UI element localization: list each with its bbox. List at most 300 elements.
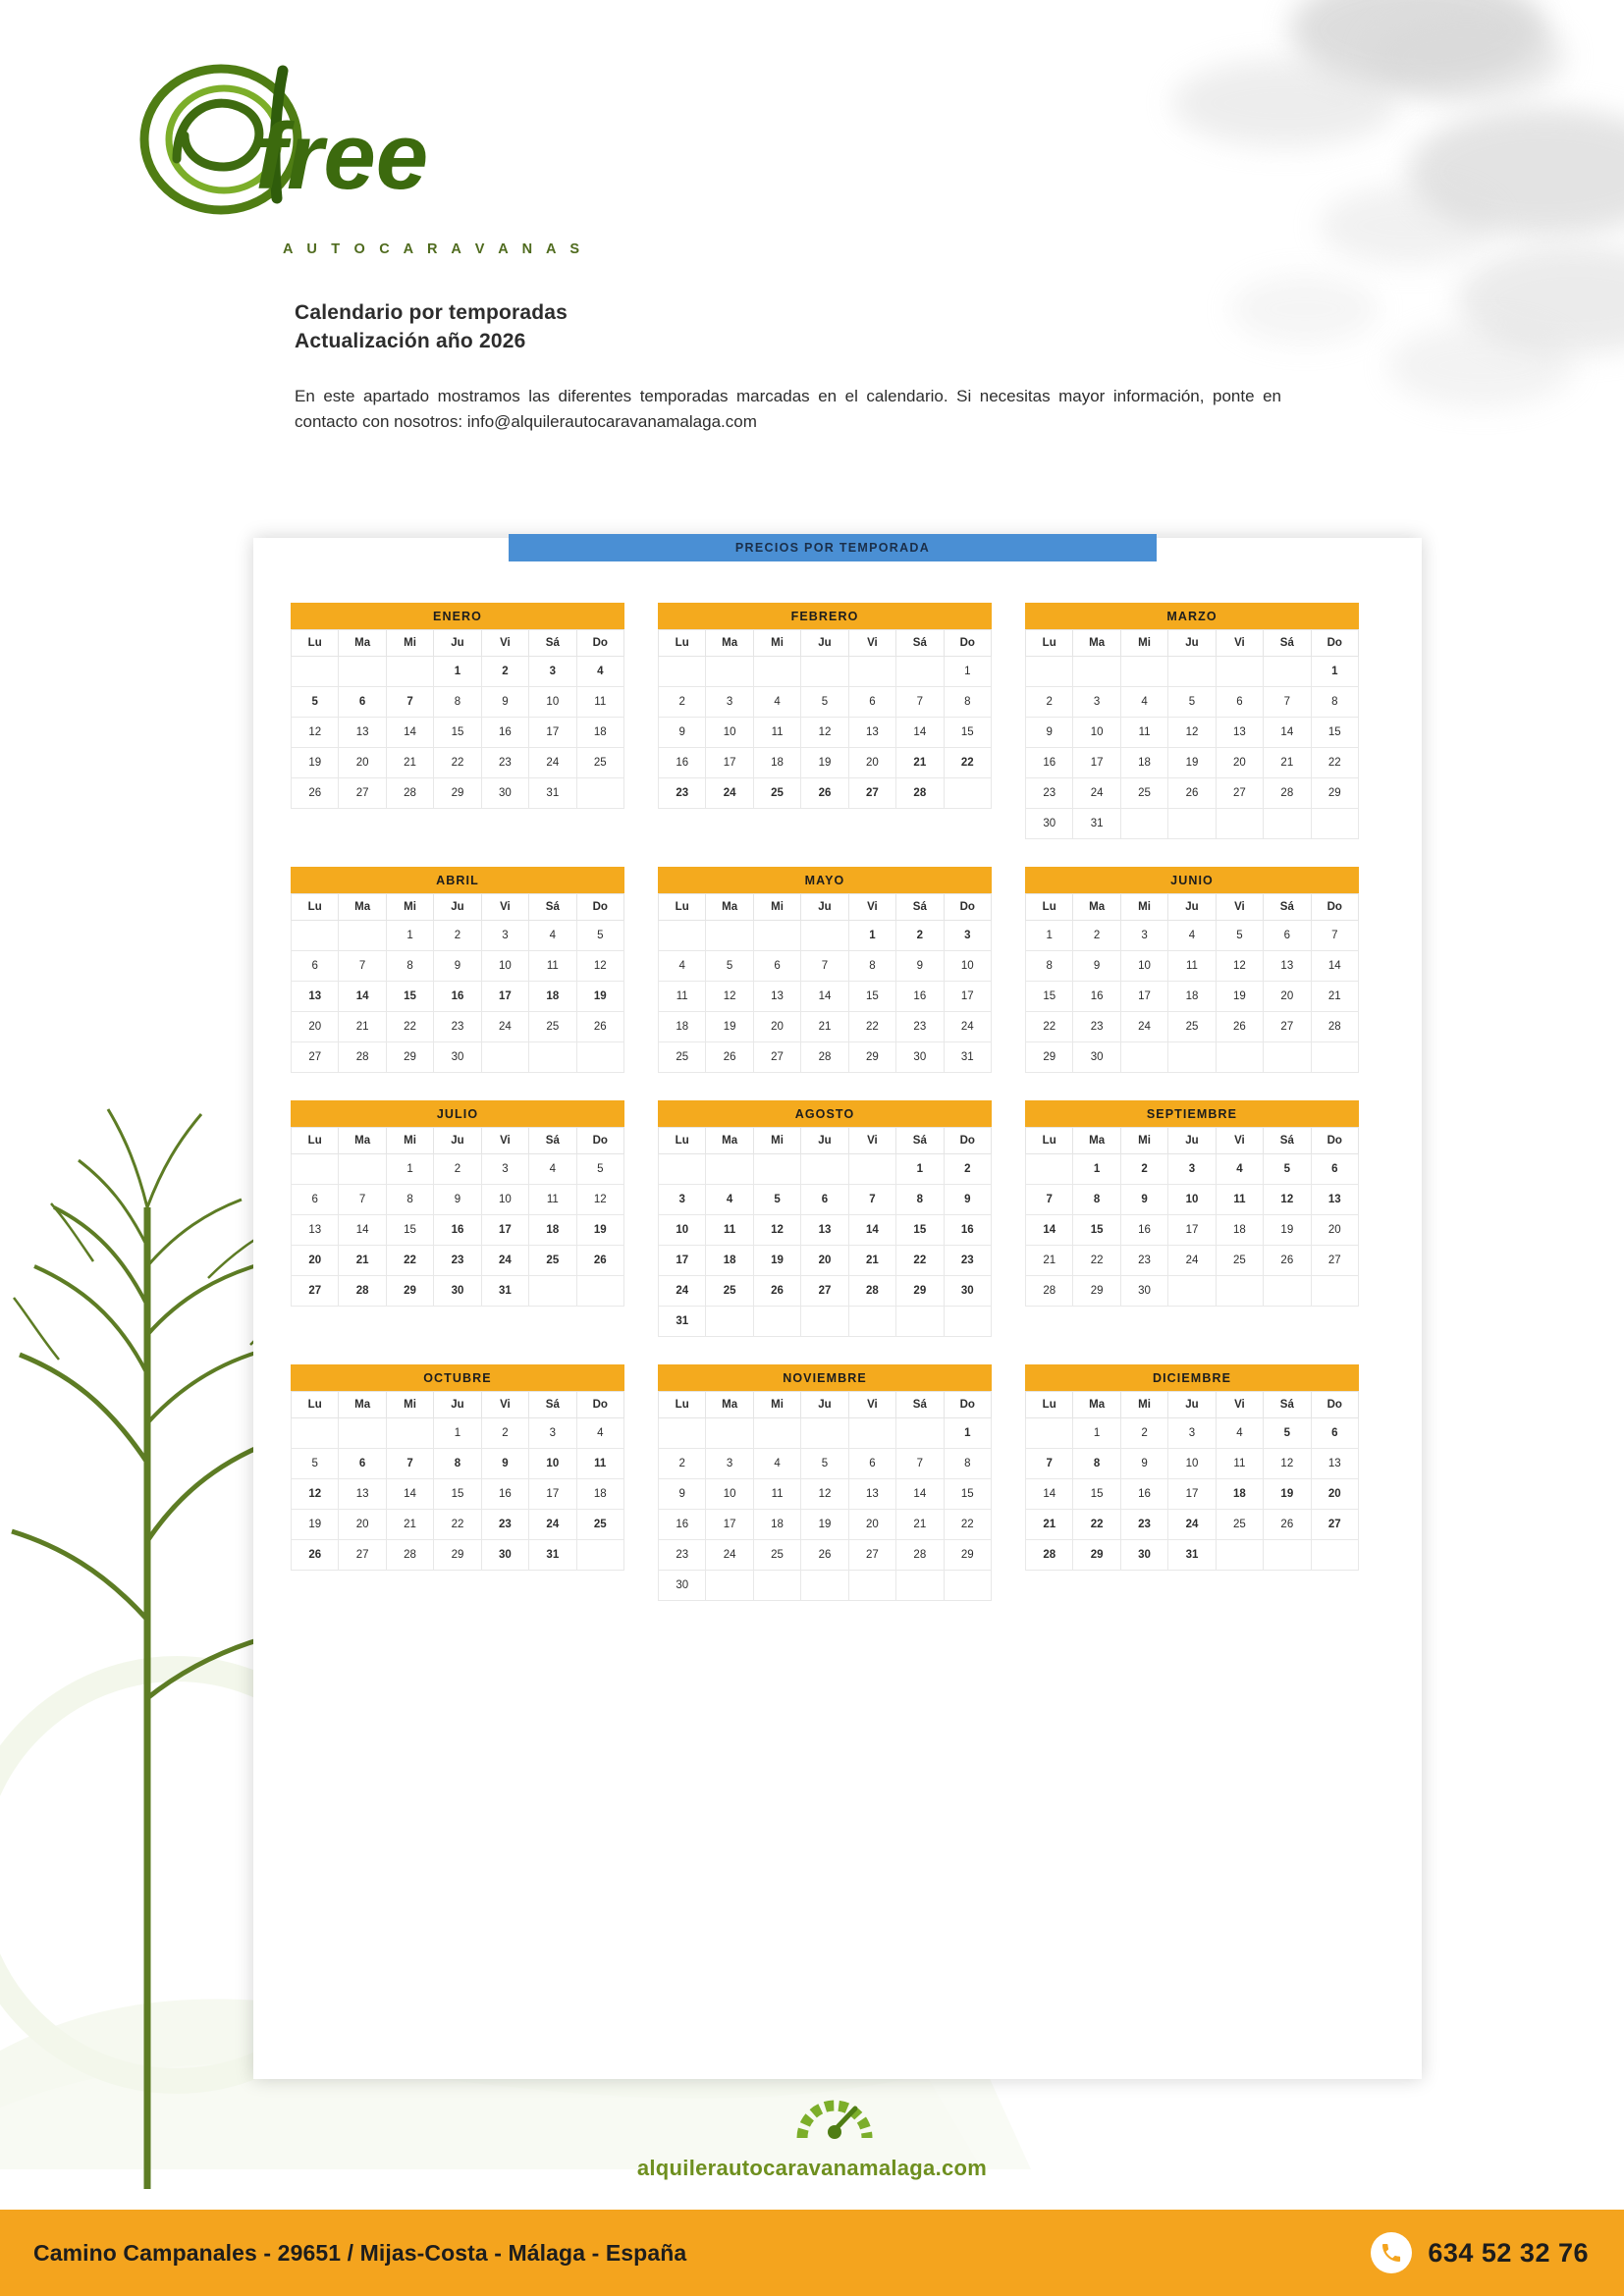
day-cell[interactable]: 12 bbox=[292, 718, 339, 748]
day-cell[interactable]: 6 bbox=[292, 951, 339, 982]
day-cell[interactable]: 6 bbox=[292, 1185, 339, 1215]
day-cell[interactable]: 27 bbox=[848, 778, 895, 809]
day-cell[interactable]: 17 bbox=[529, 718, 576, 748]
day-cell[interactable]: 8 bbox=[848, 951, 895, 982]
day-cell[interactable]: 13 bbox=[339, 718, 386, 748]
day-cell[interactable]: 22 bbox=[1073, 1510, 1120, 1540]
day-cell[interactable]: 19 bbox=[1264, 1479, 1311, 1510]
day-cell[interactable]: 2 bbox=[434, 1154, 481, 1185]
day-cell[interactable]: 29 bbox=[944, 1540, 991, 1571]
day-cell[interactable]: 7 bbox=[801, 951, 848, 982]
day-cell[interactable]: 3 bbox=[529, 1418, 576, 1449]
day-cell[interactable]: 3 bbox=[944, 921, 991, 951]
day-cell[interactable]: 11 bbox=[529, 951, 576, 982]
day-cell[interactable]: 28 bbox=[801, 1042, 848, 1073]
day-cell[interactable]: 16 bbox=[1026, 748, 1073, 778]
day-cell[interactable]: 15 bbox=[944, 1479, 991, 1510]
day-cell[interactable]: 18 bbox=[706, 1246, 753, 1276]
day-cell[interactable]: 7 bbox=[386, 1449, 433, 1479]
day-cell[interactable]: 5 bbox=[576, 921, 623, 951]
day-cell[interactable]: 24 bbox=[944, 1012, 991, 1042]
day-cell[interactable]: 20 bbox=[848, 1510, 895, 1540]
day-cell[interactable]: 20 bbox=[1311, 1215, 1358, 1246]
day-cell[interactable]: 20 bbox=[848, 748, 895, 778]
day-cell[interactable]: 9 bbox=[896, 951, 944, 982]
day-cell[interactable]: 2 bbox=[481, 657, 528, 687]
day-cell[interactable]: 17 bbox=[1168, 1215, 1216, 1246]
day-cell[interactable]: 23 bbox=[481, 748, 528, 778]
day-cell[interactable]: 21 bbox=[848, 1246, 895, 1276]
day-cell[interactable]: 21 bbox=[386, 1510, 433, 1540]
day-cell[interactable]: 31 bbox=[529, 1540, 576, 1571]
day-cell[interactable]: 29 bbox=[1311, 778, 1358, 809]
day-cell[interactable]: 1 bbox=[434, 1418, 481, 1449]
day-cell[interactable]: 25 bbox=[576, 748, 623, 778]
day-cell[interactable]: 9 bbox=[481, 1449, 528, 1479]
day-cell[interactable]: 19 bbox=[801, 1510, 848, 1540]
day-cell[interactable]: 6 bbox=[1216, 687, 1263, 718]
day-cell[interactable]: 8 bbox=[1073, 1185, 1120, 1215]
day-cell[interactable]: 9 bbox=[659, 718, 706, 748]
day-cell[interactable]: 2 bbox=[481, 1418, 528, 1449]
day-cell[interactable]: 21 bbox=[1026, 1246, 1073, 1276]
day-cell[interactable]: 9 bbox=[1073, 951, 1120, 982]
day-cell[interactable]: 21 bbox=[1264, 748, 1311, 778]
day-cell[interactable]: 22 bbox=[1026, 1012, 1073, 1042]
day-cell[interactable]: 19 bbox=[292, 748, 339, 778]
day-cell[interactable]: 17 bbox=[706, 748, 753, 778]
day-cell[interactable]: 8 bbox=[434, 687, 481, 718]
day-cell[interactable]: 29 bbox=[386, 1042, 433, 1073]
day-cell[interactable]: 14 bbox=[848, 1215, 895, 1246]
day-cell[interactable]: 21 bbox=[1026, 1510, 1073, 1540]
day-cell[interactable]: 20 bbox=[753, 1012, 800, 1042]
day-cell[interactable]: 4 bbox=[659, 951, 706, 982]
day-cell[interactable]: 27 bbox=[339, 778, 386, 809]
day-cell[interactable]: 11 bbox=[1168, 951, 1216, 982]
day-cell[interactable]: 2 bbox=[1120, 1418, 1167, 1449]
day-cell[interactable]: 4 bbox=[1216, 1154, 1263, 1185]
day-cell[interactable]: 21 bbox=[339, 1012, 386, 1042]
day-cell[interactable]: 16 bbox=[434, 982, 481, 1012]
day-cell[interactable]: 25 bbox=[706, 1276, 753, 1307]
day-cell[interactable]: 10 bbox=[529, 687, 576, 718]
day-cell[interactable]: 20 bbox=[1264, 982, 1311, 1012]
day-cell[interactable]: 17 bbox=[529, 1479, 576, 1510]
day-cell[interactable]: 11 bbox=[706, 1215, 753, 1246]
day-cell[interactable]: 2 bbox=[1026, 687, 1073, 718]
day-cell[interactable]: 26 bbox=[801, 1540, 848, 1571]
day-cell[interactable]: 13 bbox=[292, 1215, 339, 1246]
day-cell[interactable]: 5 bbox=[1216, 921, 1263, 951]
day-cell[interactable]: 3 bbox=[481, 921, 528, 951]
day-cell[interactable]: 19 bbox=[753, 1246, 800, 1276]
day-cell[interactable]: 11 bbox=[1120, 718, 1167, 748]
day-cell[interactable]: 2 bbox=[944, 1154, 991, 1185]
day-cell[interactable]: 11 bbox=[576, 1449, 623, 1479]
day-cell[interactable]: 10 bbox=[1168, 1185, 1216, 1215]
day-cell[interactable]: 22 bbox=[434, 1510, 481, 1540]
day-cell[interactable]: 18 bbox=[753, 1510, 800, 1540]
day-cell[interactable]: 14 bbox=[1026, 1479, 1073, 1510]
day-cell[interactable]: 13 bbox=[848, 718, 895, 748]
day-cell[interactable]: 27 bbox=[848, 1540, 895, 1571]
day-cell[interactable]: 2 bbox=[434, 921, 481, 951]
day-cell[interactable]: 4 bbox=[753, 687, 800, 718]
day-cell[interactable]: 4 bbox=[529, 1154, 576, 1185]
day-cell[interactable]: 26 bbox=[1264, 1246, 1311, 1276]
day-cell[interactable]: 28 bbox=[1026, 1276, 1073, 1307]
day-cell[interactable]: 23 bbox=[434, 1012, 481, 1042]
day-cell[interactable]: 30 bbox=[1073, 1042, 1120, 1073]
day-cell[interactable]: 4 bbox=[1168, 921, 1216, 951]
day-cell[interactable]: 3 bbox=[659, 1185, 706, 1215]
day-cell[interactable]: 7 bbox=[386, 687, 433, 718]
day-cell[interactable]: 31 bbox=[659, 1307, 706, 1337]
day-cell[interactable]: 18 bbox=[1168, 982, 1216, 1012]
day-cell[interactable]: 14 bbox=[386, 718, 433, 748]
day-cell[interactable]: 4 bbox=[706, 1185, 753, 1215]
day-cell[interactable]: 15 bbox=[944, 718, 991, 748]
day-cell[interactable]: 12 bbox=[1264, 1185, 1311, 1215]
day-cell[interactable]: 30 bbox=[434, 1042, 481, 1073]
day-cell[interactable]: 3 bbox=[1168, 1418, 1216, 1449]
day-cell[interactable]: 28 bbox=[339, 1276, 386, 1307]
day-cell[interactable]: 1 bbox=[944, 1418, 991, 1449]
day-cell[interactable]: 28 bbox=[848, 1276, 895, 1307]
day-cell[interactable]: 7 bbox=[1311, 921, 1358, 951]
day-cell[interactable]: 22 bbox=[896, 1246, 944, 1276]
day-cell[interactable]: 3 bbox=[529, 657, 576, 687]
day-cell[interactable]: 13 bbox=[1311, 1449, 1358, 1479]
day-cell[interactable]: 22 bbox=[1311, 748, 1358, 778]
day-cell[interactable]: 27 bbox=[1264, 1012, 1311, 1042]
day-cell[interactable]: 8 bbox=[896, 1185, 944, 1215]
day-cell[interactable]: 25 bbox=[659, 1042, 706, 1073]
day-cell[interactable]: 6 bbox=[339, 1449, 386, 1479]
day-cell[interactable]: 19 bbox=[576, 982, 623, 1012]
day-cell[interactable]: 12 bbox=[801, 1479, 848, 1510]
day-cell[interactable]: 24 bbox=[1168, 1510, 1216, 1540]
day-cell[interactable]: 1 bbox=[1073, 1154, 1120, 1185]
day-cell[interactable]: 19 bbox=[576, 1215, 623, 1246]
day-cell[interactable]: 11 bbox=[576, 687, 623, 718]
day-cell[interactable]: 29 bbox=[1026, 1042, 1073, 1073]
day-cell[interactable]: 30 bbox=[1120, 1276, 1167, 1307]
day-cell[interactable]: 5 bbox=[292, 687, 339, 718]
day-cell[interactable]: 17 bbox=[1073, 748, 1120, 778]
day-cell[interactable]: 15 bbox=[386, 1215, 433, 1246]
day-cell[interactable]: 8 bbox=[386, 1185, 433, 1215]
day-cell[interactable]: 21 bbox=[1311, 982, 1358, 1012]
day-cell[interactable]: 19 bbox=[1168, 748, 1216, 778]
day-cell[interactable]: 26 bbox=[1264, 1510, 1311, 1540]
day-cell[interactable]: 20 bbox=[1216, 748, 1263, 778]
day-cell[interactable]: 10 bbox=[1073, 718, 1120, 748]
day-cell[interactable]: 16 bbox=[659, 748, 706, 778]
day-cell[interactable]: 18 bbox=[753, 748, 800, 778]
day-cell[interactable]: 2 bbox=[1120, 1154, 1167, 1185]
day-cell[interactable]: 19 bbox=[1216, 982, 1263, 1012]
day-cell[interactable]: 7 bbox=[339, 1185, 386, 1215]
day-cell[interactable]: 25 bbox=[753, 778, 800, 809]
day-cell[interactable]: 29 bbox=[434, 1540, 481, 1571]
day-cell[interactable]: 15 bbox=[896, 1215, 944, 1246]
day-cell[interactable]: 12 bbox=[1216, 951, 1263, 982]
day-cell[interactable]: 30 bbox=[481, 1540, 528, 1571]
day-cell[interactable]: 7 bbox=[1026, 1449, 1073, 1479]
day-cell[interactable]: 17 bbox=[1120, 982, 1167, 1012]
day-cell[interactable]: 22 bbox=[386, 1246, 433, 1276]
day-cell[interactable]: 22 bbox=[848, 1012, 895, 1042]
day-cell[interactable]: 22 bbox=[944, 748, 991, 778]
day-cell[interactable]: 12 bbox=[1264, 1449, 1311, 1479]
day-cell[interactable]: 7 bbox=[848, 1185, 895, 1215]
day-cell[interactable]: 5 bbox=[1264, 1418, 1311, 1449]
day-cell[interactable]: 29 bbox=[848, 1042, 895, 1073]
day-cell[interactable]: 19 bbox=[1264, 1215, 1311, 1246]
day-cell[interactable]: 3 bbox=[1073, 687, 1120, 718]
day-cell[interactable]: 6 bbox=[1264, 921, 1311, 951]
day-cell[interactable]: 3 bbox=[1120, 921, 1167, 951]
day-cell[interactable]: 18 bbox=[576, 718, 623, 748]
day-cell[interactable]: 13 bbox=[292, 982, 339, 1012]
day-cell[interactable]: 6 bbox=[1311, 1418, 1358, 1449]
day-cell[interactable]: 22 bbox=[386, 1012, 433, 1042]
day-cell[interactable]: 14 bbox=[339, 1215, 386, 1246]
day-cell[interactable]: 28 bbox=[896, 1540, 944, 1571]
day-cell[interactable]: 30 bbox=[896, 1042, 944, 1073]
day-cell[interactable]: 17 bbox=[706, 1510, 753, 1540]
day-cell[interactable]: 16 bbox=[1120, 1479, 1167, 1510]
day-cell[interactable]: 1 bbox=[944, 657, 991, 687]
day-cell[interactable]: 14 bbox=[1311, 951, 1358, 982]
day-cell[interactable]: 12 bbox=[292, 1479, 339, 1510]
footer-phone-group[interactable] bbox=[1371, 2232, 1589, 2273]
day-cell[interactable]: 27 bbox=[1311, 1510, 1358, 1540]
day-cell[interactable]: 2 bbox=[1073, 921, 1120, 951]
day-cell[interactable]: 6 bbox=[1311, 1154, 1358, 1185]
day-cell[interactable]: 28 bbox=[1311, 1012, 1358, 1042]
day-cell[interactable]: 28 bbox=[896, 778, 944, 809]
day-cell[interactable]: 14 bbox=[386, 1479, 433, 1510]
day-cell[interactable]: 30 bbox=[1120, 1540, 1167, 1571]
day-cell[interactable]: 12 bbox=[753, 1215, 800, 1246]
day-cell[interactable]: 27 bbox=[292, 1042, 339, 1073]
day-cell[interactable]: 26 bbox=[706, 1042, 753, 1073]
day-cell[interactable]: 10 bbox=[659, 1215, 706, 1246]
day-cell[interactable]: 14 bbox=[896, 718, 944, 748]
day-cell[interactable]: 20 bbox=[1311, 1479, 1358, 1510]
day-cell[interactable]: 12 bbox=[576, 1185, 623, 1215]
day-cell[interactable]: 17 bbox=[944, 982, 991, 1012]
day-cell[interactable]: 29 bbox=[896, 1276, 944, 1307]
day-cell[interactable]: 29 bbox=[434, 778, 481, 809]
day-cell[interactable]: 16 bbox=[1073, 982, 1120, 1012]
day-cell[interactable]: 25 bbox=[1216, 1510, 1263, 1540]
day-cell[interactable]: 15 bbox=[1073, 1215, 1120, 1246]
day-cell[interactable]: 16 bbox=[659, 1510, 706, 1540]
day-cell[interactable]: 13 bbox=[1216, 718, 1263, 748]
day-cell[interactable]: 9 bbox=[434, 1185, 481, 1215]
day-cell[interactable]: 22 bbox=[944, 1510, 991, 1540]
day-cell[interactable]: 31 bbox=[529, 778, 576, 809]
day-cell[interactable]: 7 bbox=[896, 687, 944, 718]
day-cell[interactable]: 18 bbox=[576, 1479, 623, 1510]
day-cell[interactable]: 5 bbox=[801, 687, 848, 718]
day-cell[interactable]: 15 bbox=[1311, 718, 1358, 748]
day-cell[interactable]: 25 bbox=[529, 1246, 576, 1276]
day-cell[interactable]: 25 bbox=[1216, 1246, 1263, 1276]
day-cell[interactable]: 26 bbox=[576, 1246, 623, 1276]
day-cell[interactable]: 20 bbox=[292, 1246, 339, 1276]
day-cell[interactable]: 4 bbox=[529, 921, 576, 951]
day-cell[interactable]: 31 bbox=[1073, 809, 1120, 839]
day-cell[interactable]: 19 bbox=[706, 1012, 753, 1042]
day-cell[interactable]: 8 bbox=[434, 1449, 481, 1479]
day-cell[interactable]: 1 bbox=[434, 657, 481, 687]
day-cell[interactable]: 2 bbox=[896, 921, 944, 951]
day-cell[interactable]: 11 bbox=[1216, 1185, 1263, 1215]
day-cell[interactable]: 5 bbox=[292, 1449, 339, 1479]
day-cell[interactable]: 15 bbox=[1026, 982, 1073, 1012]
day-cell[interactable]: 27 bbox=[801, 1276, 848, 1307]
day-cell[interactable]: 1 bbox=[848, 921, 895, 951]
day-cell[interactable]: 24 bbox=[529, 1510, 576, 1540]
day-cell[interactable]: 13 bbox=[1264, 951, 1311, 982]
day-cell[interactable]: 28 bbox=[386, 778, 433, 809]
day-cell[interactable]: 16 bbox=[1120, 1215, 1167, 1246]
day-cell[interactable]: 15 bbox=[848, 982, 895, 1012]
day-cell[interactable]: 12 bbox=[576, 951, 623, 982]
day-cell[interactable]: 30 bbox=[481, 778, 528, 809]
day-cell[interactable]: 5 bbox=[1264, 1154, 1311, 1185]
day-cell[interactable]: 24 bbox=[1073, 778, 1120, 809]
day-cell[interactable]: 16 bbox=[481, 718, 528, 748]
day-cell[interactable]: 21 bbox=[896, 1510, 944, 1540]
day-cell[interactable]: 9 bbox=[1026, 718, 1073, 748]
day-cell[interactable]: 22 bbox=[434, 748, 481, 778]
day-cell[interactable]: 10 bbox=[1120, 951, 1167, 982]
day-cell[interactable]: 28 bbox=[1026, 1540, 1073, 1571]
footer-website-url[interactable]: alquilerautocaravanamalaga.com bbox=[636, 2156, 988, 2180]
day-cell[interactable]: 9 bbox=[1120, 1449, 1167, 1479]
day-cell[interactable]: 16 bbox=[481, 1479, 528, 1510]
day-cell[interactable]: 3 bbox=[481, 1154, 528, 1185]
day-cell[interactable]: 6 bbox=[848, 687, 895, 718]
day-cell[interactable]: 26 bbox=[576, 1012, 623, 1042]
day-cell[interactable]: 11 bbox=[659, 982, 706, 1012]
day-cell[interactable]: 5 bbox=[706, 951, 753, 982]
day-cell[interactable]: 24 bbox=[1120, 1012, 1167, 1042]
day-cell[interactable]: 13 bbox=[1311, 1185, 1358, 1215]
day-cell[interactable]: 31 bbox=[481, 1276, 528, 1307]
day-cell[interactable]: 9 bbox=[1120, 1185, 1167, 1215]
day-cell[interactable]: 29 bbox=[386, 1276, 433, 1307]
day-cell[interactable]: 27 bbox=[292, 1276, 339, 1307]
day-cell[interactable]: 21 bbox=[896, 748, 944, 778]
day-cell[interactable]: 18 bbox=[529, 982, 576, 1012]
day-cell[interactable]: 4 bbox=[753, 1449, 800, 1479]
day-cell[interactable]: 8 bbox=[1026, 951, 1073, 982]
day-cell[interactable]: 8 bbox=[1311, 687, 1358, 718]
day-cell[interactable]: 14 bbox=[1026, 1215, 1073, 1246]
day-cell[interactable]: 17 bbox=[481, 982, 528, 1012]
day-cell[interactable]: 13 bbox=[339, 1479, 386, 1510]
day-cell[interactable]: 1 bbox=[1311, 657, 1358, 687]
day-cell[interactable]: 19 bbox=[292, 1510, 339, 1540]
day-cell[interactable]: 8 bbox=[944, 1449, 991, 1479]
day-cell[interactable]: 25 bbox=[753, 1540, 800, 1571]
day-cell[interactable]: 1 bbox=[896, 1154, 944, 1185]
day-cell[interactable]: 12 bbox=[706, 982, 753, 1012]
day-cell[interactable]: 23 bbox=[1120, 1246, 1167, 1276]
day-cell[interactable]: 6 bbox=[753, 951, 800, 982]
day-cell[interactable]: 6 bbox=[848, 1449, 895, 1479]
day-cell[interactable]: 28 bbox=[1264, 778, 1311, 809]
day-cell[interactable]: 9 bbox=[944, 1185, 991, 1215]
day-cell[interactable]: 29 bbox=[1073, 1540, 1120, 1571]
day-cell[interactable]: 10 bbox=[1168, 1449, 1216, 1479]
day-cell[interactable]: 24 bbox=[706, 778, 753, 809]
day-cell[interactable]: 23 bbox=[1073, 1012, 1120, 1042]
day-cell[interactable]: 1 bbox=[386, 921, 433, 951]
day-cell[interactable]: 19 bbox=[801, 748, 848, 778]
day-cell[interactable]: 11 bbox=[529, 1185, 576, 1215]
day-cell[interactable]: 8 bbox=[386, 951, 433, 982]
day-cell[interactable]: 13 bbox=[753, 982, 800, 1012]
day-cell[interactable]: 4 bbox=[1216, 1418, 1263, 1449]
day-cell[interactable]: 24 bbox=[481, 1246, 528, 1276]
day-cell[interactable]: 12 bbox=[801, 718, 848, 748]
day-cell[interactable]: 25 bbox=[529, 1012, 576, 1042]
day-cell[interactable]: 4 bbox=[576, 657, 623, 687]
day-cell[interactable]: 24 bbox=[481, 1012, 528, 1042]
day-cell[interactable]: 11 bbox=[1216, 1449, 1263, 1479]
day-cell[interactable]: 20 bbox=[339, 1510, 386, 1540]
day-cell[interactable]: 25 bbox=[1168, 1012, 1216, 1042]
day-cell[interactable]: 18 bbox=[1216, 1215, 1263, 1246]
day-cell[interactable]: 16 bbox=[944, 1215, 991, 1246]
day-cell[interactable]: 10 bbox=[706, 718, 753, 748]
day-cell[interactable]: 4 bbox=[1120, 687, 1167, 718]
day-cell[interactable]: 20 bbox=[339, 748, 386, 778]
day-cell[interactable]: 8 bbox=[1073, 1449, 1120, 1479]
day-cell[interactable]: 30 bbox=[659, 1571, 706, 1601]
day-cell[interactable]: 1 bbox=[1026, 921, 1073, 951]
day-cell[interactable]: 23 bbox=[481, 1510, 528, 1540]
day-cell[interactable]: 15 bbox=[434, 718, 481, 748]
day-cell[interactable]: 24 bbox=[659, 1276, 706, 1307]
day-cell[interactable]: 25 bbox=[576, 1510, 623, 1540]
day-cell[interactable]: 10 bbox=[481, 1185, 528, 1215]
day-cell[interactable]: 31 bbox=[944, 1042, 991, 1073]
day-cell[interactable]: 26 bbox=[1168, 778, 1216, 809]
day-cell[interactable]: 26 bbox=[292, 778, 339, 809]
day-cell[interactable]: 14 bbox=[1264, 718, 1311, 748]
day-cell[interactable]: 17 bbox=[659, 1246, 706, 1276]
day-cell[interactable]: 21 bbox=[801, 1012, 848, 1042]
day-cell[interactable]: 20 bbox=[292, 1012, 339, 1042]
day-cell[interactable]: 26 bbox=[753, 1276, 800, 1307]
day-cell[interactable]: 24 bbox=[706, 1540, 753, 1571]
day-cell[interactable]: 9 bbox=[481, 687, 528, 718]
day-cell[interactable]: 25 bbox=[1120, 778, 1167, 809]
day-cell[interactable]: 23 bbox=[944, 1246, 991, 1276]
day-cell[interactable]: 31 bbox=[1168, 1540, 1216, 1571]
day-cell[interactable]: 27 bbox=[1311, 1246, 1358, 1276]
day-cell[interactable]: 21 bbox=[339, 1246, 386, 1276]
